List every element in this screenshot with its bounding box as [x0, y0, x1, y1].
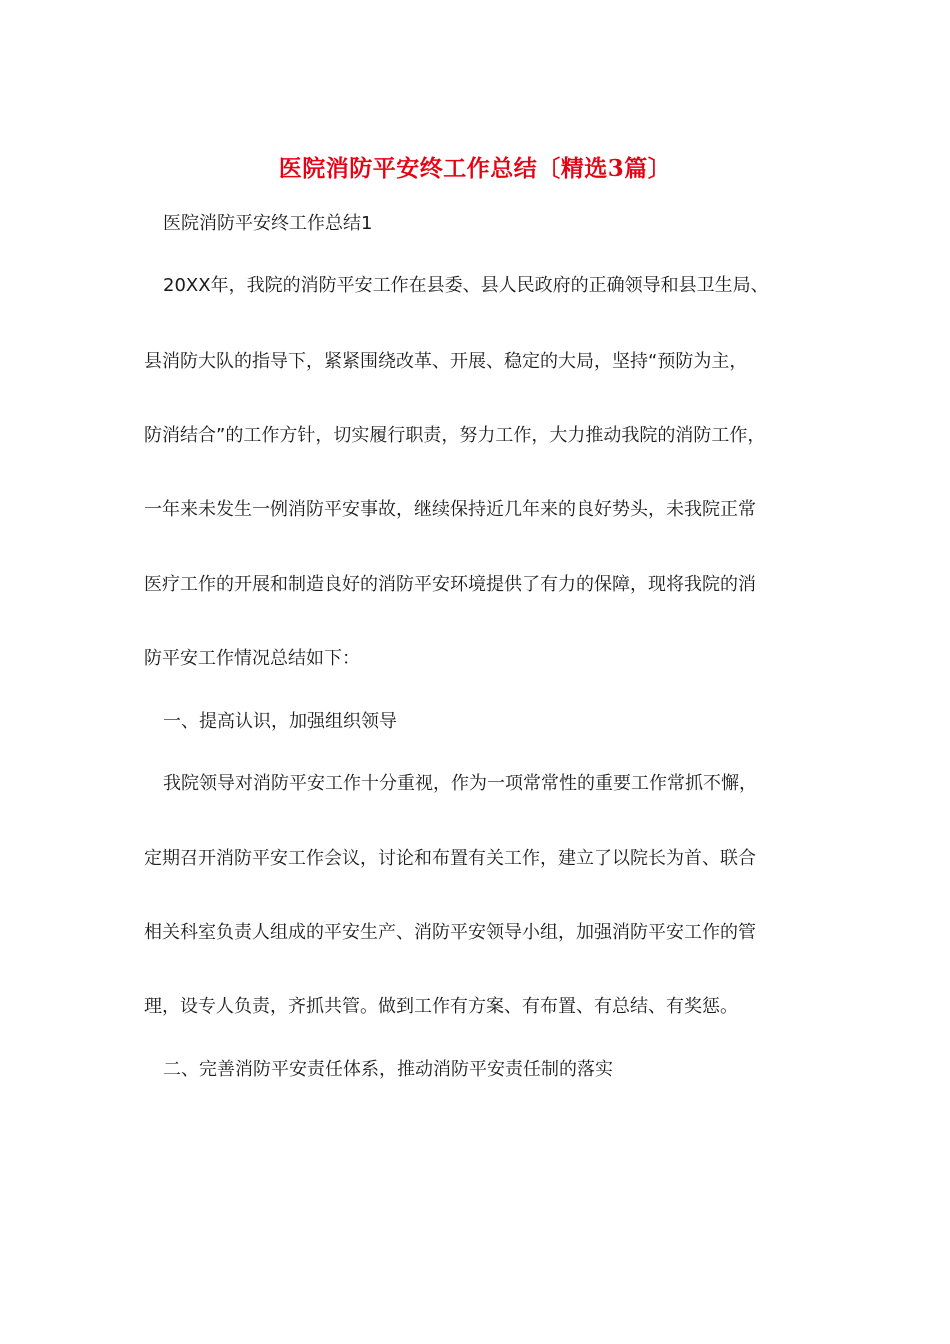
section-heading: 一、提高认识，加强组织领导	[163, 711, 397, 732]
paragraph-line: 定期召开消防平安工作会议，讨论和布置有关工作，建立了以院长为首、联合	[144, 848, 756, 869]
paragraph-line: 相关科室负责人组成的平安生产、消防平安领导小组，加强消防平安工作的管	[144, 922, 756, 943]
paragraph-line: 我院领导对消防平安工作十分重视，作为一项常常性的重要工作常抓不懈，	[163, 773, 757, 794]
section-subtitle: 医院消防平安终工作总结1	[163, 213, 373, 234]
paragraph-line: 防平安工作情况总结如下：	[144, 648, 360, 669]
paragraph-line: 20XX年，我院的消防平安工作在县委、县人民政府的正确领导和县卫生局、	[163, 275, 769, 296]
paragraph-line: 防消结合”的工作方针，切实履行职责，努力工作，大力推动我院的消防工作，	[144, 425, 766, 446]
document-title: 医院消防平安终工作总结〔精选3篇〕	[278, 155, 672, 182]
paragraph-line: 县消防大队的指导下，紧紧围绕改革、开展、稳定的大局，坚持“预防为主，	[144, 351, 748, 372]
section-heading: 二、完善消防平安责任体系，推动消防平安责任制的落实	[163, 1059, 613, 1080]
paragraph-line: 一年来未发生一例消防平安事故，继续保持近几年来的良好势头，未我院正常	[144, 499, 756, 520]
paragraph-line: 医疗工作的开展和制造良好的消防平安环境提供了有力的保障，现将我院的消	[144, 574, 756, 595]
paragraph-line: 理，设专人负责，齐抓共管。做到工作有方案、有布置、有总结、有奖惩。	[144, 996, 738, 1017]
